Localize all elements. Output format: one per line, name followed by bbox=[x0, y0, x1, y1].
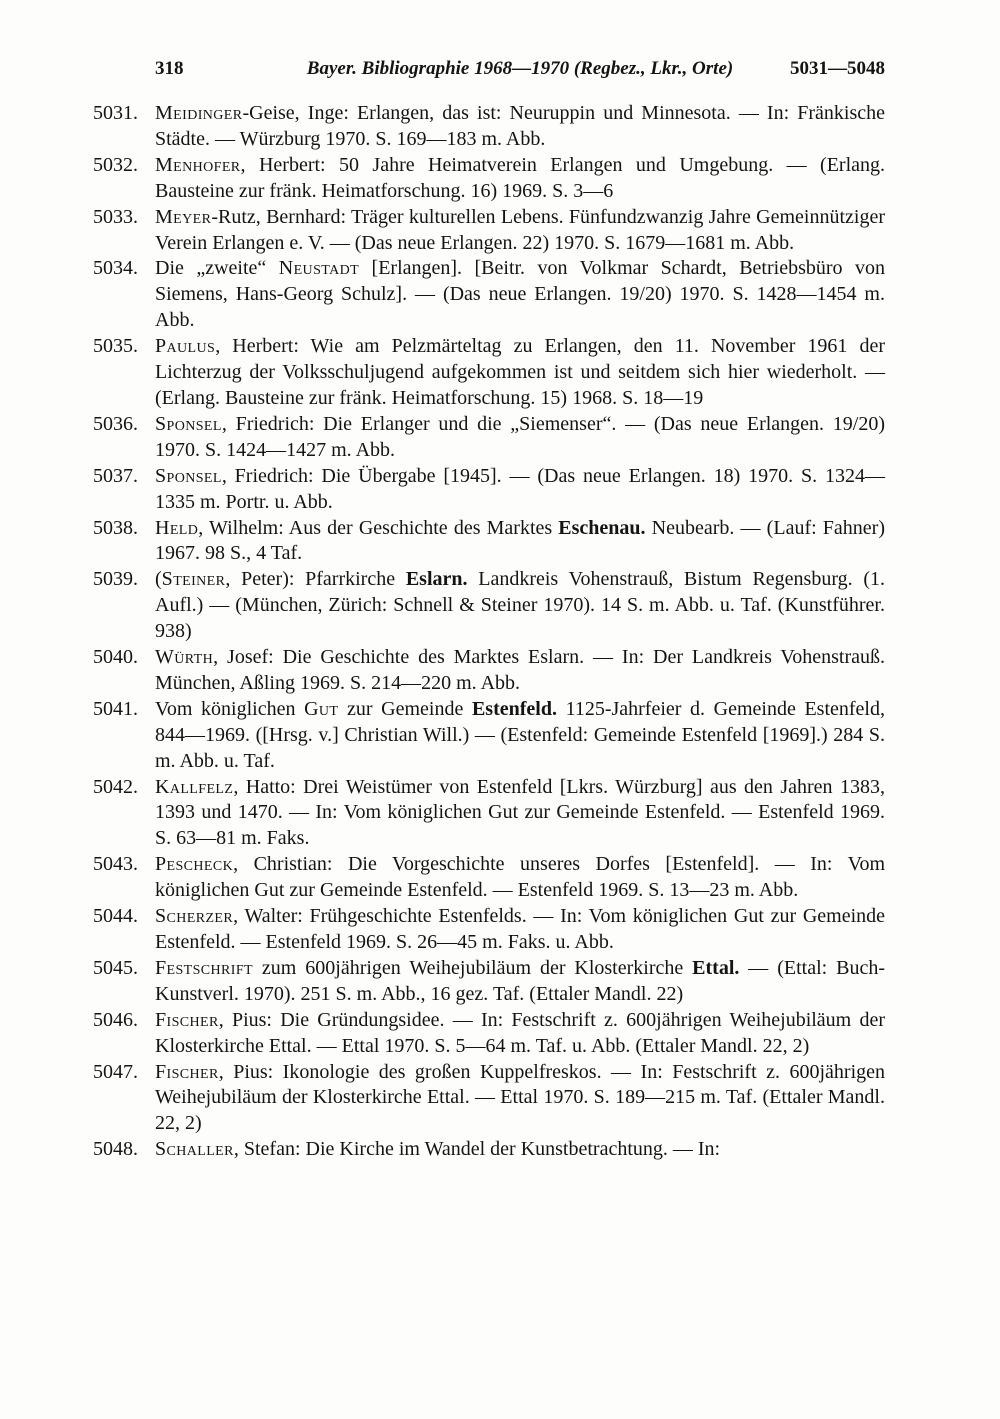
entry-text: , Friedrich: Die Übergabe [1945]. — (Das neue Erlangen. 18) 1970. S. 1324—1335 m. Portr. u. Abb. bbox=[155, 464, 885, 513]
entry bbox=[93, 697, 885, 775]
page-number: 318 bbox=[155, 58, 184, 79]
entry-author: Paulus bbox=[155, 335, 216, 358]
entry-text: , Pius: Die Gründungsidee. — In: Festschrift z. 600jährigen Weihejubiläum der Klosterkirche Ettal. — Ettal 1970. S. 5—64 m. Taf. u. Abb. (Ettaler Mandl. 22, 2) bbox=[155, 1008, 885, 1057]
entry-number: 5039. bbox=[93, 568, 138, 591]
entry-text: [Erlangen]. [Beitr. von Volkmar Schardt, Betriebsbüro von Siemens, Hans-Georg Schulz]. — (Das neue Erlangen. 19/20) 1970. S. 1428—1454 m. Abb. bbox=[155, 257, 885, 332]
entry-place-highlight: Eslarn. bbox=[405, 568, 468, 591]
entry-range: 5031—5048 bbox=[790, 58, 885, 79]
entry-text: zum 600jährigen Weihejubiläum der Klosterkirche bbox=[253, 956, 693, 979]
entry-text: , Herbert: 50 Jahre Heimatverein Erlangen und Umgebung. — (Erlang. Bausteine zur fränk. Heimatforschung. 16) 1969. S. 3—6 bbox=[155, 153, 885, 202]
entry-author: Pescheck bbox=[155, 853, 234, 876]
entry bbox=[93, 1137, 885, 1163]
entry bbox=[93, 516, 885, 568]
entry-author: Menhofer bbox=[155, 153, 241, 176]
entry-text: ( bbox=[155, 568, 162, 591]
entry-place-highlight: Eschenau. bbox=[558, 516, 646, 539]
entry-author: Würth bbox=[155, 646, 214, 669]
entry bbox=[93, 1060, 885, 1138]
entry bbox=[93, 852, 885, 904]
entry bbox=[93, 645, 885, 697]
entry-author: Fischer bbox=[155, 1008, 219, 1031]
entry-text: Landkreis Vohenstrauß, Bistum Regensburg. (1. Aufl.) — (München, Zürich: Schnell & Steiner 1970). 14 S. m. Abb. u. Taf. (Kunstführer. 938) bbox=[155, 568, 886, 643]
entry-text: , Stefan: Die Kirche im Wandel der Kunstbetrachtung. — In: bbox=[233, 1138, 721, 1161]
entry bbox=[93, 956, 885, 1008]
entry-text: Vom königlichen bbox=[155, 697, 305, 720]
entry-number: 5041. bbox=[93, 697, 138, 720]
entry bbox=[93, 567, 885, 645]
entry-author: Festschrift bbox=[155, 956, 253, 979]
entry-author: Meyer bbox=[155, 205, 212, 228]
entry-text: , Peter): Pfarrkirche bbox=[225, 568, 406, 591]
entry-text: — (Ettal: Buch-Kunstverl. 1970). 251 S. m. Abb., 16 gez. Taf. (Ettaler Mandl. 22) bbox=[155, 956, 885, 1005]
entry bbox=[93, 101, 885, 153]
entry-author: Steiner bbox=[161, 568, 226, 591]
entry-place-highlight: Ettal. bbox=[692, 956, 740, 979]
entry-text: zur Gemeinde bbox=[338, 697, 472, 720]
entry-number: 5042. bbox=[93, 775, 138, 798]
entry bbox=[93, 334, 885, 412]
entry-text: , Herbert: Wie am Pelzmärteltag zu Erlangen, den 11. November 1961 der Lichterzug der Volksschuljugend aufgekommen ist und seitdem sich hier wiederholt. — (Erlang. Bausteine zur fränk. Heimatforschung. 15) 1968. S. 18—19 bbox=[155, 335, 885, 409]
entry bbox=[93, 904, 885, 956]
entry-number: 5037. bbox=[93, 464, 138, 487]
entry-number: 5043. bbox=[93, 853, 138, 876]
entry-text: Die „zweite“ bbox=[155, 257, 279, 280]
entry-number: 5033. bbox=[93, 205, 138, 228]
entry bbox=[93, 153, 885, 205]
entry-number: 5031. bbox=[93, 102, 138, 124]
entry bbox=[93, 1008, 885, 1060]
entry-number: 5046. bbox=[93, 1008, 138, 1031]
entry-text: , Wilhelm: Aus der Geschichte des Marktes bbox=[198, 516, 559, 539]
entry-author: Sponsel bbox=[155, 464, 222, 487]
entry-text: , Josef: Die Geschichte des Marktes Eslarn. — In: Der Landkreis Vohenstrauß. München, Aßling 1969. S. 214—220 m. Abb. bbox=[155, 646, 885, 694]
entry-text: -Rutz, Bernhard: Träger kulturellen Lebens. Fünfundzwanzig Jahre Gemeinnütziger Verein Erlangen e. V. — (Das neue Erlangen. 22) 1970. S. 1679—1681 m. Abb. bbox=[155, 205, 885, 254]
entry-author: Fischer bbox=[155, 1060, 219, 1083]
entry-place-highlight: Estenfeld. bbox=[471, 697, 557, 720]
entry bbox=[93, 256, 885, 334]
entry-number: 5044. bbox=[93, 905, 138, 928]
entry-text: , Pius: Ikonologie des großen Kuppelfreskos. — In: Festschrift z. 600jährigen Weihejubiläum der Klosterkirche Ettal. — Ettal 1970. S. 189—215 m. Taf. (Ettaler Mandl. 22, 2) bbox=[155, 1060, 885, 1135]
entry-author: Schaller bbox=[155, 1138, 234, 1161]
entry bbox=[93, 412, 885, 464]
entry-author: Scherzer bbox=[155, 905, 234, 928]
entry-author: Neustadt bbox=[278, 257, 360, 280]
entry-author: Meidinger bbox=[155, 102, 243, 124]
entry-text: , Hatto: Drei Weistümer von Estenfeld [Lkrs. Würzburg] aus den Jahren 1383, 1393 und 1470. — In: Vom königlichen Gut zur Gemeinde Estenfeld. — Estenfeld 1969. S. 63—81 m. Faks. bbox=[155, 775, 885, 850]
entry bbox=[93, 205, 885, 257]
entry-number: 5032. bbox=[93, 153, 138, 176]
entry-text: 1125-Jahrfeier d. Gemeinde Estenfeld, 844—1969. ([Hrsg. v.] Christian Will.) — (Estenfeld: Gemeinde Estenfeld [1969].) 284 S. m. Abb. u. Taf. bbox=[155, 697, 885, 772]
entry-text: , Friedrich: Die Erlanger und die „Siemenser“. — (Das neue Erlangen. 19/20) 1970. S. 1424—1427 m. Abb. bbox=[155, 412, 885, 461]
entry bbox=[93, 464, 885, 516]
entry-author: Sponsel bbox=[155, 412, 222, 435]
entry-author: Held bbox=[155, 516, 199, 539]
entry-text: , Christian: Die Vorgeschichte unseres Dorfes [Estenfeld]. — In: Vom königlichen Gut zur Gemeinde Estenfeld. — Estenfeld 1969. S. 13—23 m. Abb. bbox=[155, 853, 885, 902]
entry-number: 5048. bbox=[93, 1138, 138, 1161]
entry-number: 5045. bbox=[93, 956, 138, 979]
entry-number: 5035. bbox=[93, 335, 138, 358]
entry-number: 5036. bbox=[93, 412, 138, 435]
running-head-title: Bayer. Bibliographie 1968—1970 (Regbez., Lkr., Orte) bbox=[306, 58, 734, 79]
entry-number: 5040. bbox=[93, 646, 138, 669]
entry bbox=[93, 775, 885, 853]
entry-number: 5034. bbox=[93, 257, 138, 280]
entry-text: Neubearb. — (Lauf: Fahner) 1967. 98 S., 4 Taf. bbox=[155, 516, 885, 565]
entry-number: 5047. bbox=[93, 1060, 138, 1083]
entry-author: Gut bbox=[304, 697, 339, 720]
entry-number: 5038. bbox=[93, 516, 138, 539]
running-head bbox=[93, 58, 885, 80]
entry-text: , Walter: Frühgeschichte Estenfelds. — In: Vom königlichen Gut zur Gemeinde Estenfeld. — Estenfeld 1969. S. 26—45 m. Faks. u. Abb. bbox=[155, 905, 885, 953]
entry-text: -Geise, Inge: Erlangen, das ist: Neuruppin und Minnesota. — In: Fränkische Städte. — Würzburg 1970. S. 169—183 m. Abb. bbox=[155, 102, 885, 150]
entry-author: Kallfelz bbox=[155, 775, 234, 798]
bibliography-entries bbox=[93, 101, 885, 1163]
